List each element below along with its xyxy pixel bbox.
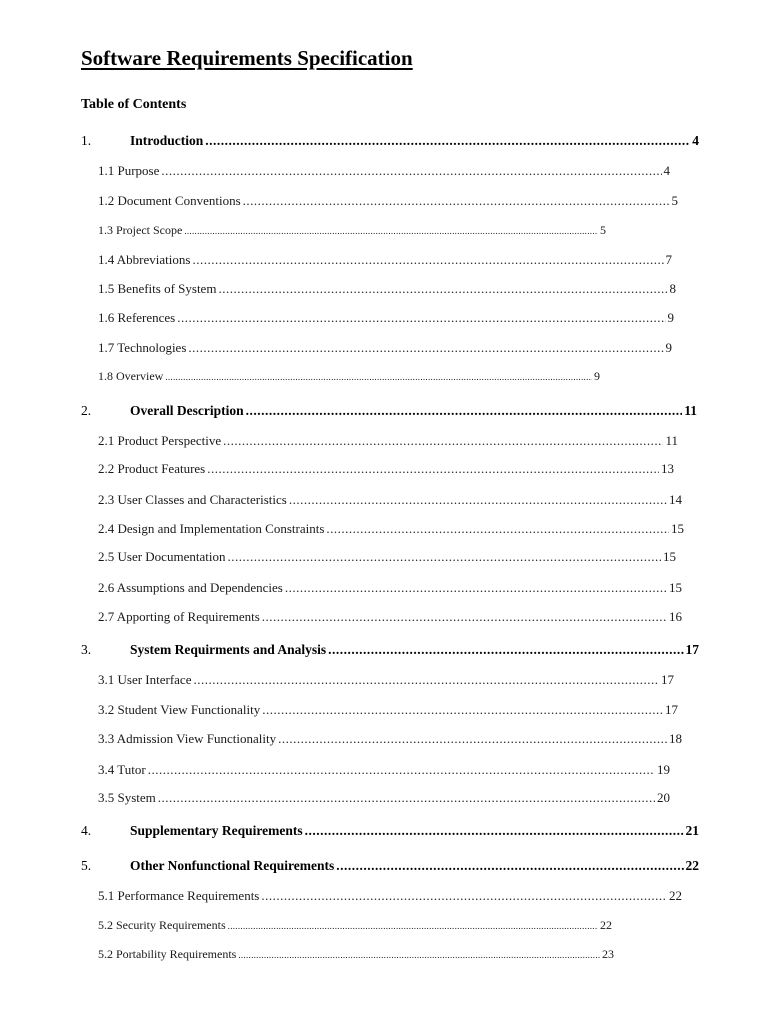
toc-leader-dots bbox=[161, 163, 661, 179]
toc-page-number: 9 bbox=[665, 340, 672, 355]
toc-entry[interactable] bbox=[98, 918, 612, 933]
toc-entry-label: 1.4 Abbreviations bbox=[98, 252, 191, 267]
toc-section-title: Other Nonfunctional Requirements bbox=[130, 858, 335, 873]
toc-entry[interactable] bbox=[98, 888, 682, 904]
toc-entry-label: 1.7 Technologies bbox=[98, 340, 187, 355]
toc-section-number: 2. bbox=[81, 403, 92, 418]
toc-page-number: 9 bbox=[667, 310, 674, 325]
toc-page-number: 20 bbox=[657, 790, 670, 805]
toc-entry[interactable] bbox=[98, 492, 682, 508]
toc-entry-label: 1.1 Purpose bbox=[98, 163, 160, 178]
toc-section-system-requirements[interactable] bbox=[81, 642, 699, 658]
toc-leader-dots bbox=[184, 226, 598, 236]
toc-entry[interactable] bbox=[98, 549, 676, 565]
toc-page-number: 18 bbox=[669, 731, 682, 746]
toc-entry-label: 2.7 Apporting of Requirements bbox=[98, 609, 260, 624]
toc-page-number: 21 bbox=[685, 823, 699, 838]
toc-page-number: 7 bbox=[665, 252, 672, 267]
toc-page-number: 15 bbox=[663, 549, 676, 564]
toc-leader-dots bbox=[193, 672, 659, 688]
toc-entry-label: 1.6 References bbox=[98, 310, 176, 325]
toc-page-number: 22 bbox=[600, 918, 612, 932]
toc-leader-dots bbox=[177, 310, 665, 326]
toc-section-number: 5. bbox=[81, 858, 92, 873]
toc-entry-label: 2.2 Product Features bbox=[98, 461, 206, 476]
toc-leader-dots bbox=[305, 823, 684, 839]
toc-entry-label: 2.5 User Documentation bbox=[98, 549, 226, 564]
toc-entry-label: 2.4 Design and Implementation Constraints bbox=[98, 521, 325, 536]
toc-entry-label: 1.8 Overview bbox=[98, 369, 164, 383]
toc-entry[interactable] bbox=[98, 461, 674, 477]
document-title: Software Requirements Specification bbox=[81, 46, 413, 70]
toc-leader-dots bbox=[218, 281, 667, 297]
toc-page-number: 15 bbox=[669, 580, 682, 595]
toc-entry[interactable] bbox=[98, 702, 678, 718]
toc-page-number: 5 bbox=[600, 223, 606, 237]
toc-page-number: 13 bbox=[661, 461, 674, 476]
toc-section-number: 3. bbox=[81, 642, 92, 657]
toc-page-number: 8 bbox=[669, 281, 676, 296]
toc-entry[interactable] bbox=[98, 223, 606, 238]
toc-section-supplementary-requirements[interactable] bbox=[81, 823, 699, 839]
toc-leader-dots bbox=[278, 731, 667, 747]
toc-entry-label: 5.2 Security Requirements bbox=[98, 918, 226, 932]
toc-page-number: 5 bbox=[671, 193, 678, 208]
toc-leader-dots bbox=[262, 702, 663, 718]
toc-entry[interactable] bbox=[98, 369, 600, 384]
toc-page-number: 11 bbox=[684, 403, 697, 418]
toc-entry-label: 3.2 Student View Functionality bbox=[98, 702, 261, 717]
toc-leader-dots bbox=[285, 580, 667, 596]
toc-entry[interactable] bbox=[98, 310, 674, 326]
toc-section-number: 1. bbox=[81, 133, 92, 148]
toc-page-number: 23 bbox=[602, 947, 614, 961]
toc-entry-label: 3.4 Tutor bbox=[98, 762, 146, 777]
toc-section-introduction[interactable] bbox=[81, 133, 699, 149]
toc-leader-dots bbox=[228, 921, 598, 931]
toc-section-title: System Requirments and Analysis bbox=[130, 642, 327, 657]
toc-section-title: Supplementary Requirements bbox=[130, 823, 303, 838]
toc-entry-label: 3.3 Admission View Functionality bbox=[98, 731, 277, 746]
toc-page-number: 4 bbox=[692, 133, 699, 148]
toc-leader-dots bbox=[262, 609, 667, 625]
toc-entry[interactable] bbox=[98, 947, 614, 962]
toc-leader-dots bbox=[261, 888, 667, 904]
toc-entry-label: 1.2 Document Conventions bbox=[98, 193, 241, 208]
toc-entry-label: 5.2 Portability Requirements bbox=[98, 947, 237, 961]
toc-entry[interactable] bbox=[98, 252, 672, 268]
toc-section-title: Overall Description bbox=[130, 403, 244, 418]
toc-section-nonfunctional-requirements[interactable] bbox=[81, 858, 699, 874]
toc-page-number: 17 bbox=[665, 702, 678, 717]
toc-leader-dots bbox=[192, 252, 663, 268]
toc-entry-label: 3.5 System bbox=[98, 790, 156, 805]
toc-leader-dots bbox=[328, 642, 683, 658]
toc-leader-dots bbox=[227, 549, 661, 565]
toc-leader-dots bbox=[158, 790, 655, 806]
toc-entry[interactable] bbox=[98, 433, 678, 449]
toc-page-number: 17 bbox=[685, 642, 699, 657]
toc-page-number: 22 bbox=[669, 888, 682, 903]
toc-entry-label: 1.3 Project Scope bbox=[98, 223, 183, 237]
toc-section-title: Introduction bbox=[130, 133, 204, 148]
toc-heading: Table of Contents bbox=[81, 97, 187, 112]
toc-entry[interactable] bbox=[98, 281, 676, 297]
toc-page-number: 9 bbox=[594, 369, 600, 383]
toc-leader-dots bbox=[238, 950, 600, 960]
toc-page-number: 19 bbox=[657, 762, 670, 777]
toc-leader-dots bbox=[205, 133, 690, 149]
toc-entry-label: 1.5 Benefits of System bbox=[98, 281, 217, 296]
toc-entry[interactable] bbox=[98, 790, 670, 806]
toc-leader-dots bbox=[188, 340, 663, 356]
toc-entry[interactable] bbox=[98, 609, 682, 625]
toc-entry-label: 5.1 Performance Requirements bbox=[98, 888, 260, 903]
toc-leader-dots bbox=[326, 521, 669, 537]
toc-entry[interactable] bbox=[98, 521, 684, 537]
toc-leader-dots bbox=[223, 433, 663, 449]
toc-entry[interactable] bbox=[98, 163, 670, 179]
toc-page-number: 22 bbox=[685, 858, 699, 873]
toc-entry[interactable] bbox=[98, 731, 682, 747]
toc-leader-dots bbox=[289, 492, 667, 508]
toc-page-number: 11 bbox=[665, 433, 678, 448]
toc-section-number: 4. bbox=[81, 823, 92, 838]
toc-page-number: 16 bbox=[669, 609, 682, 624]
toc-entry[interactable] bbox=[98, 340, 672, 356]
toc-entry-label: 2.1 Product Perspective bbox=[98, 433, 222, 448]
toc-leader-dots bbox=[336, 858, 683, 874]
toc-leader-dots bbox=[243, 193, 670, 209]
toc-section-overall-description[interactable] bbox=[81, 403, 697, 419]
toc-entry[interactable] bbox=[98, 580, 682, 596]
toc-page-number: 14 bbox=[669, 492, 682, 507]
toc-entry[interactable] bbox=[98, 672, 674, 688]
toc-leader-dots bbox=[165, 372, 592, 382]
toc-leader-dots bbox=[207, 461, 659, 477]
toc-entry-label: 3.1 User Interface bbox=[98, 672, 192, 687]
toc-leader-dots bbox=[246, 403, 683, 419]
toc-page-number: 4 bbox=[663, 163, 670, 178]
toc-entry-label: 2.6 Assumptions and Dependencies bbox=[98, 580, 283, 595]
toc-page-number: 17 bbox=[661, 672, 674, 687]
toc-entry[interactable] bbox=[98, 762, 670, 778]
toc-entry[interactable] bbox=[98, 193, 678, 209]
toc-leader-dots bbox=[148, 762, 655, 778]
toc-entry-label: 2.3 User Classes and Characteristics bbox=[98, 492, 287, 507]
toc-page-number: 15 bbox=[671, 521, 684, 536]
